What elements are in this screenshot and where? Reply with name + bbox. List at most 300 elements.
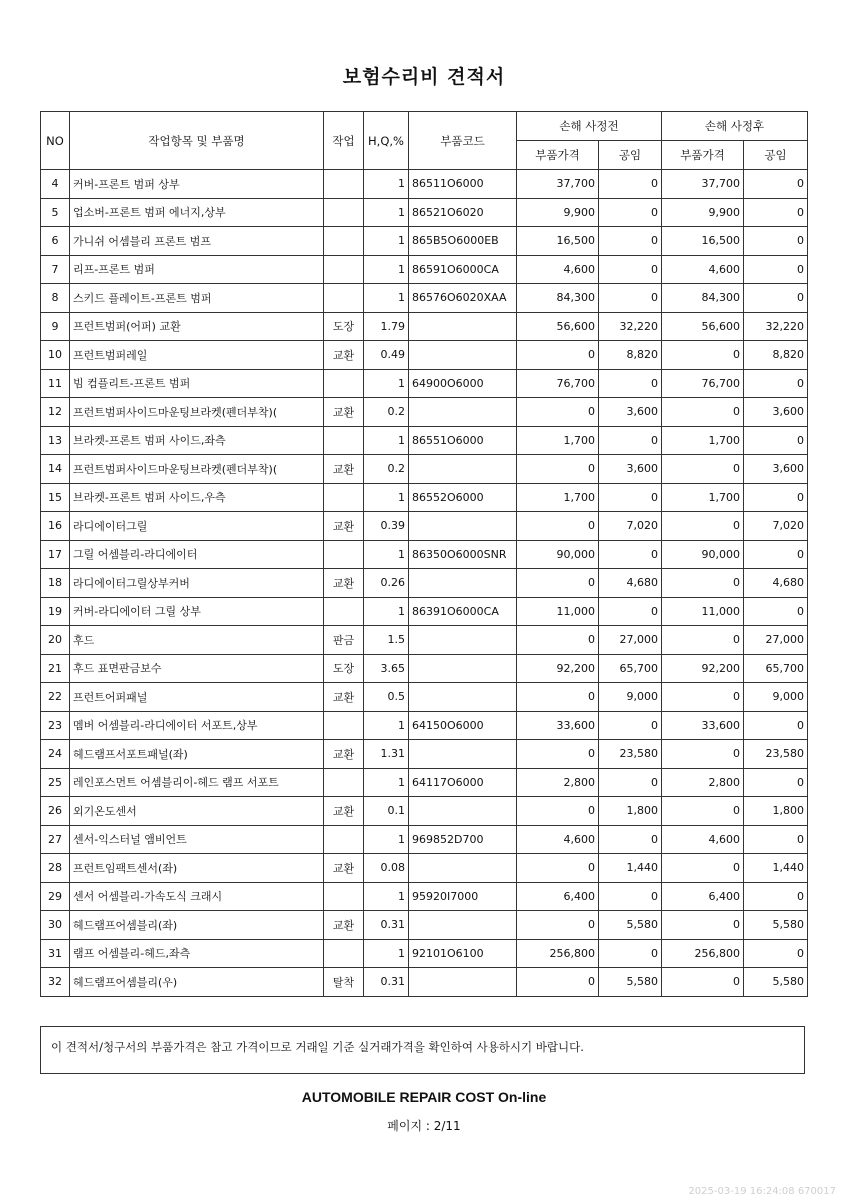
row-part-code: 86591O6000CA — [409, 255, 517, 284]
row-item-name: 헤드램프어셈블리(우) — [70, 968, 324, 997]
row-part-code: 86521O6020 — [409, 198, 517, 227]
row-before-part-price: 1,700 — [517, 483, 599, 512]
row-work-type: 교환 — [324, 683, 364, 712]
row-after-part-price: 33,600 — [662, 711, 744, 740]
row-work-type: 판금 — [324, 626, 364, 655]
row-after-labor: 4,680 — [744, 569, 808, 598]
row-part-code: 969852D700 — [409, 825, 517, 854]
row-before-part-price: 16,500 — [517, 227, 599, 256]
row-work-type: 도장 — [324, 654, 364, 683]
row-after-part-price: 0 — [662, 797, 744, 826]
row-hq: 1 — [364, 284, 409, 313]
row-before-part-price: 6,400 — [517, 882, 599, 911]
row-item-name: 그릴 어셈블리-라디에이터 — [70, 540, 324, 569]
header-after-labor: 공임 — [744, 141, 808, 170]
row-no: 29 — [41, 882, 70, 911]
row-after-labor: 0 — [744, 255, 808, 284]
row-after-labor: 0 — [744, 369, 808, 398]
row-no: 31 — [41, 939, 70, 968]
row-work-type — [324, 939, 364, 968]
row-part-code: 865B5O6000EB — [409, 227, 517, 256]
row-after-part-price: 84,300 — [662, 284, 744, 313]
row-item-name: 빔 컴플리트-프론트 범퍼 — [70, 369, 324, 398]
row-part-code — [409, 683, 517, 712]
row-hq: 1 — [364, 170, 409, 199]
row-no: 9 — [41, 312, 70, 341]
row-after-labor: 3,600 — [744, 398, 808, 427]
row-no: 22 — [41, 683, 70, 712]
row-after-part-price: 0 — [662, 512, 744, 541]
header-before-labor: 공임 — [599, 141, 662, 170]
row-before-part-price: 0 — [517, 797, 599, 826]
row-hq: 1 — [364, 369, 409, 398]
row-before-labor: 0 — [599, 198, 662, 227]
row-before-labor: 0 — [599, 825, 662, 854]
row-part-code: 64900O6000 — [409, 369, 517, 398]
row-item-name: 브라켓-프론트 범퍼 사이드,우측 — [70, 483, 324, 512]
row-before-labor: 0 — [599, 255, 662, 284]
row-part-code — [409, 569, 517, 598]
row-after-part-price: 0 — [662, 341, 744, 370]
row-work-type — [324, 882, 364, 911]
row-hq: 1 — [364, 768, 409, 797]
row-after-part-price: 90,000 — [662, 540, 744, 569]
table-row — [41, 398, 808, 427]
row-before-part-price: 0 — [517, 911, 599, 940]
row-after-part-price: 2,800 — [662, 768, 744, 797]
row-work-type: 교환 — [324, 911, 364, 940]
row-before-part-price: 4,600 — [517, 825, 599, 854]
row-after-labor: 32,220 — [744, 312, 808, 341]
row-item-name: 커버-프론트 범퍼 상부 — [70, 170, 324, 199]
row-part-code: 86551O6000 — [409, 426, 517, 455]
row-after-labor: 0 — [744, 939, 808, 968]
row-item-name: 가니쉬 어셈블리 프론트 범프 — [70, 227, 324, 256]
row-before-part-price: 37,700 — [517, 170, 599, 199]
row-before-part-price: 0 — [517, 341, 599, 370]
row-hq: 1 — [364, 711, 409, 740]
row-before-part-price: 92,200 — [517, 654, 599, 683]
row-after-labor: 65,700 — [744, 654, 808, 683]
row-before-labor: 0 — [599, 426, 662, 455]
row-before-labor: 3,600 — [599, 398, 662, 427]
row-work-type — [324, 483, 364, 512]
table-row — [41, 597, 808, 626]
row-after-part-price: 11,000 — [662, 597, 744, 626]
row-before-labor: 0 — [599, 768, 662, 797]
row-after-part-price: 92,200 — [662, 654, 744, 683]
row-work-type — [324, 540, 364, 569]
row-no: 17 — [41, 540, 70, 569]
estimate-table — [40, 111, 808, 997]
row-before-labor: 0 — [599, 170, 662, 199]
row-no: 16 — [41, 512, 70, 541]
row-after-labor: 0 — [744, 227, 808, 256]
row-part-code — [409, 512, 517, 541]
table-row — [41, 740, 808, 769]
row-before-part-price: 0 — [517, 968, 599, 997]
row-item-name: 리프-프론트 범퍼 — [70, 255, 324, 284]
row-hq: 1 — [364, 882, 409, 911]
row-before-part-price: 76,700 — [517, 369, 599, 398]
row-before-labor: 23,580 — [599, 740, 662, 769]
row-no: 11 — [41, 369, 70, 398]
row-before-labor: 65,700 — [599, 654, 662, 683]
row-no: 13 — [41, 426, 70, 455]
row-after-part-price: 0 — [662, 569, 744, 598]
row-hq: 0.31 — [364, 968, 409, 997]
row-hq: 0.2 — [364, 455, 409, 484]
row-item-name: 프런트범퍼사이드마운팅브라켓(펜더부착)( — [70, 398, 324, 427]
row-part-code — [409, 911, 517, 940]
row-hq: 1.79 — [364, 312, 409, 341]
row-before-labor: 9,000 — [599, 683, 662, 712]
notice-box — [40, 1026, 805, 1074]
row-work-type — [324, 227, 364, 256]
row-before-labor: 5,580 — [599, 968, 662, 997]
row-item-name: 후드 표면판금보수 — [70, 654, 324, 683]
table-row — [41, 455, 808, 484]
row-after-part-price: 0 — [662, 854, 744, 883]
row-part-code — [409, 654, 517, 683]
row-no: 27 — [41, 825, 70, 854]
table-row — [41, 911, 808, 940]
row-after-labor: 0 — [744, 284, 808, 313]
row-after-part-price: 9,900 — [662, 198, 744, 227]
row-no: 8 — [41, 284, 70, 313]
header-hq: H,Q,% — [364, 112, 409, 170]
row-before-part-price: 2,800 — [517, 768, 599, 797]
row-after-labor: 27,000 — [744, 626, 808, 655]
row-item-name: 헤드램프서포트패널(좌) — [70, 740, 324, 769]
row-no: 21 — [41, 654, 70, 683]
row-work-type: 도장 — [324, 312, 364, 341]
row-before-part-price: 0 — [517, 398, 599, 427]
row-after-labor: 3,600 — [744, 455, 808, 484]
row-before-labor: 7,020 — [599, 512, 662, 541]
row-work-type — [324, 284, 364, 313]
row-after-labor: 8,820 — [744, 341, 808, 370]
row-no: 24 — [41, 740, 70, 769]
row-before-labor: 4,680 — [599, 569, 662, 598]
row-after-part-price: 0 — [662, 968, 744, 997]
row-no: 5 — [41, 198, 70, 227]
table-row — [41, 626, 808, 655]
row-after-part-price: 56,600 — [662, 312, 744, 341]
row-after-labor: 23,580 — [744, 740, 808, 769]
row-part-code — [409, 854, 517, 883]
notice-text: 이 견적서/청구서의 부품가격은 참고 가격이므로 거래일 기준 실거래가격을 확인하여 사용하시기 바랍니다. — [51, 1040, 584, 1054]
row-before-part-price: 0 — [517, 683, 599, 712]
row-item-name: 센서 어셈블리-가속도식 크래시 — [70, 882, 324, 911]
row-item-name: 라디에이터그릴상부커버 — [70, 569, 324, 598]
table-row — [41, 312, 808, 341]
row-before-labor: 0 — [599, 227, 662, 256]
row-no: 19 — [41, 597, 70, 626]
table-row — [41, 968, 808, 997]
row-part-code — [409, 398, 517, 427]
row-after-labor: 5,580 — [744, 968, 808, 997]
table-row — [41, 369, 808, 398]
row-hq: 1 — [364, 540, 409, 569]
row-after-part-price: 4,600 — [662, 825, 744, 854]
row-hq: 1 — [364, 939, 409, 968]
row-before-part-price: 33,600 — [517, 711, 599, 740]
row-work-type — [324, 198, 364, 227]
row-no: 6 — [41, 227, 70, 256]
row-after-labor: 0 — [744, 882, 808, 911]
row-before-labor: 27,000 — [599, 626, 662, 655]
row-before-labor: 1,440 — [599, 854, 662, 883]
row-item-name: 센서-익스터널 앰비언트 — [70, 825, 324, 854]
row-no: 10 — [41, 341, 70, 370]
row-before-labor: 3,600 — [599, 455, 662, 484]
table-row — [41, 540, 808, 569]
row-hq: 1 — [364, 255, 409, 284]
row-after-part-price: 1,700 — [662, 483, 744, 512]
row-hq: 0.26 — [364, 569, 409, 598]
row-before-part-price: 0 — [517, 740, 599, 769]
row-before-labor: 0 — [599, 483, 662, 512]
row-part-code: 64150O6000 — [409, 711, 517, 740]
row-part-code: 86576O6020XAA — [409, 284, 517, 313]
table-row — [41, 797, 808, 826]
row-before-part-price: 0 — [517, 626, 599, 655]
row-item-name: 커버-라디에이터 그릴 상부 — [70, 597, 324, 626]
header-before-part-price: 부품가격 — [517, 141, 599, 170]
row-part-code — [409, 626, 517, 655]
row-work-type: 교환 — [324, 398, 364, 427]
row-work-type: 교환 — [324, 455, 364, 484]
row-part-code: 64117O6000 — [409, 768, 517, 797]
header-work: 작업 — [324, 112, 364, 170]
row-item-name: 레인포스먼트 어셈블리이-헤드 램프 서포트 — [70, 768, 324, 797]
row-after-labor: 1,800 — [744, 797, 808, 826]
row-after-part-price: 0 — [662, 626, 744, 655]
row-work-type: 교환 — [324, 512, 364, 541]
brand-footer: AUTOMOBILE REPAIR COST On-line — [301, 1089, 547, 1105]
row-after-labor: 0 — [744, 711, 808, 740]
table-row — [41, 198, 808, 227]
row-after-part-price: 4,600 — [662, 255, 744, 284]
row-work-type: 교환 — [324, 740, 364, 769]
table-row — [41, 284, 808, 313]
row-before-labor: 0 — [599, 284, 662, 313]
row-after-labor: 0 — [744, 540, 808, 569]
row-item-name: 프런트임팩트센서(좌) — [70, 854, 324, 883]
row-item-name: 라디에이터그릴 — [70, 512, 324, 541]
row-before-part-price: 0 — [517, 854, 599, 883]
row-before-part-price: 0 — [517, 455, 599, 484]
row-item-name: 헤드램프어셈블리(좌) — [70, 911, 324, 940]
row-hq: 0.2 — [364, 398, 409, 427]
row-before-part-price: 1,700 — [517, 426, 599, 455]
row-after-part-price: 0 — [662, 683, 744, 712]
row-item-name: 후드 — [70, 626, 324, 655]
row-before-labor: 5,580 — [599, 911, 662, 940]
row-hq: 3.65 — [364, 654, 409, 683]
row-before-part-price: 0 — [517, 512, 599, 541]
row-hq: 1 — [364, 483, 409, 512]
row-no: 7 — [41, 255, 70, 284]
row-after-labor: 0 — [744, 825, 808, 854]
row-before-labor: 0 — [599, 711, 662, 740]
table-row — [41, 569, 808, 598]
row-item-name: 멤버 어셈블리-라디에이터 서포트,상부 — [70, 711, 324, 740]
row-work-type: 탈착 — [324, 968, 364, 997]
row-hq: 1 — [364, 825, 409, 854]
row-before-labor: 32,220 — [599, 312, 662, 341]
table-row — [41, 483, 808, 512]
row-after-part-price: 76,700 — [662, 369, 744, 398]
row-before-part-price: 84,300 — [517, 284, 599, 313]
page-number: 페이지 : 2/11 — [387, 1119, 461, 1133]
table-row — [41, 255, 808, 284]
table-row — [41, 170, 808, 199]
row-item-name: 프런트범퍼레일 — [70, 341, 324, 370]
row-work-type — [324, 768, 364, 797]
row-item-name: 프런트범퍼(어퍼) 교환 — [70, 312, 324, 341]
row-work-type — [324, 825, 364, 854]
row-no: 18 — [41, 569, 70, 598]
row-work-type — [324, 426, 364, 455]
table-row — [41, 854, 808, 883]
row-no: 23 — [41, 711, 70, 740]
row-hq: 0.49 — [364, 341, 409, 370]
table-row — [41, 654, 808, 683]
row-after-part-price: 6,400 — [662, 882, 744, 911]
table-row — [41, 825, 808, 854]
row-before-part-price: 9,900 — [517, 198, 599, 227]
header-before: 손해 사정전 — [517, 112, 662, 141]
header-item: 작업항목 및 부품명 — [70, 112, 324, 170]
row-after-part-price: 0 — [662, 911, 744, 940]
row-work-type — [324, 711, 364, 740]
row-work-type — [324, 597, 364, 626]
row-item-name: 외기온도센서 — [70, 797, 324, 826]
row-item-name: 업소버-프론트 범퍼 에너지,상부 — [70, 198, 324, 227]
row-hq: 1.31 — [364, 740, 409, 769]
row-work-type: 교환 — [324, 341, 364, 370]
row-after-labor: 1,440 — [744, 854, 808, 883]
row-part-code: 86350O6000SNR — [409, 540, 517, 569]
row-before-labor: 8,820 — [599, 341, 662, 370]
row-no: 30 — [41, 911, 70, 940]
row-before-part-price: 0 — [517, 569, 599, 598]
header-no: NO — [41, 112, 70, 170]
row-hq: 0.5 — [364, 683, 409, 712]
row-after-labor: 5,580 — [744, 911, 808, 940]
row-before-labor: 1,800 — [599, 797, 662, 826]
row-before-part-price: 11,000 — [517, 597, 599, 626]
row-no: 25 — [41, 768, 70, 797]
row-before-part-price: 90,000 — [517, 540, 599, 569]
row-work-type: 교환 — [324, 569, 364, 598]
row-hq: 1 — [364, 597, 409, 626]
row-before-part-price: 56,600 — [517, 312, 599, 341]
row-part-code: 86511O6000 — [409, 170, 517, 199]
row-hq: 1 — [364, 198, 409, 227]
table-row — [41, 939, 808, 968]
row-before-labor: 0 — [599, 540, 662, 569]
row-no: 20 — [41, 626, 70, 655]
row-before-part-price: 256,800 — [517, 939, 599, 968]
row-part-code — [409, 797, 517, 826]
row-item-name: 스키드 플레이트-프론트 범퍼 — [70, 284, 324, 313]
row-hq: 0.39 — [364, 512, 409, 541]
row-after-part-price: 37,700 — [662, 170, 744, 199]
row-after-part-price: 0 — [662, 455, 744, 484]
row-work-type — [324, 369, 364, 398]
row-work-type — [324, 255, 364, 284]
row-no: 14 — [41, 455, 70, 484]
row-before-labor: 0 — [599, 882, 662, 911]
row-item-name: 브라켓-프론트 범퍼 사이드,좌측 — [70, 426, 324, 455]
row-after-labor: 0 — [744, 426, 808, 455]
table-row — [41, 341, 808, 370]
row-item-name: 프런트어퍼패널 — [70, 683, 324, 712]
row-hq: 1.5 — [364, 626, 409, 655]
table-row — [41, 882, 808, 911]
table-row — [41, 683, 808, 712]
row-no: 26 — [41, 797, 70, 826]
row-before-labor: 0 — [599, 597, 662, 626]
row-hq: 1 — [364, 227, 409, 256]
row-part-code — [409, 740, 517, 769]
row-part-code: 95920I7000 — [409, 882, 517, 911]
row-before-labor: 0 — [599, 939, 662, 968]
row-before-labor: 0 — [599, 369, 662, 398]
row-after-labor: 7,020 — [744, 512, 808, 541]
row-hq: 0.31 — [364, 911, 409, 940]
table-row — [41, 711, 808, 740]
row-after-labor: 0 — [744, 198, 808, 227]
row-no: 32 — [41, 968, 70, 997]
row-part-code: 86552O6000 — [409, 483, 517, 512]
row-after-part-price: 0 — [662, 740, 744, 769]
row-after-part-price: 1,700 — [662, 426, 744, 455]
row-after-labor: 0 — [744, 170, 808, 199]
row-after-labor: 0 — [744, 597, 808, 626]
row-after-part-price: 256,800 — [662, 939, 744, 968]
table-body — [41, 170, 808, 997]
row-after-part-price: 16,500 — [662, 227, 744, 256]
row-work-type: 교환 — [324, 797, 364, 826]
row-part-code — [409, 341, 517, 370]
row-part-code — [409, 312, 517, 341]
table-row — [41, 426, 808, 455]
row-work-type — [324, 170, 364, 199]
print-timestamp: 2025-03-19 16:24:08 670017 — [688, 1186, 836, 1197]
row-part-code: 92101O6100 — [409, 939, 517, 968]
row-after-labor: 0 — [744, 483, 808, 512]
header-after-part-price: 부품가격 — [662, 141, 744, 170]
header-code: 부품코드 — [409, 112, 517, 170]
row-hq: 0.1 — [364, 797, 409, 826]
row-before-part-price: 4,600 — [517, 255, 599, 284]
row-after-labor: 0 — [744, 768, 808, 797]
table-row — [41, 768, 808, 797]
row-part-code: 86391O6000CA — [409, 597, 517, 626]
row-no: 15 — [41, 483, 70, 512]
row-part-code — [409, 968, 517, 997]
row-part-code — [409, 455, 517, 484]
row-after-part-price: 0 — [662, 398, 744, 427]
row-item-name: 프런트범퍼사이드마운팅브라켓(펜더부착)( — [70, 455, 324, 484]
row-hq: 0.08 — [364, 854, 409, 883]
row-no: 12 — [41, 398, 70, 427]
row-item-name: 램프 어셈블리-헤드,좌측 — [70, 939, 324, 968]
